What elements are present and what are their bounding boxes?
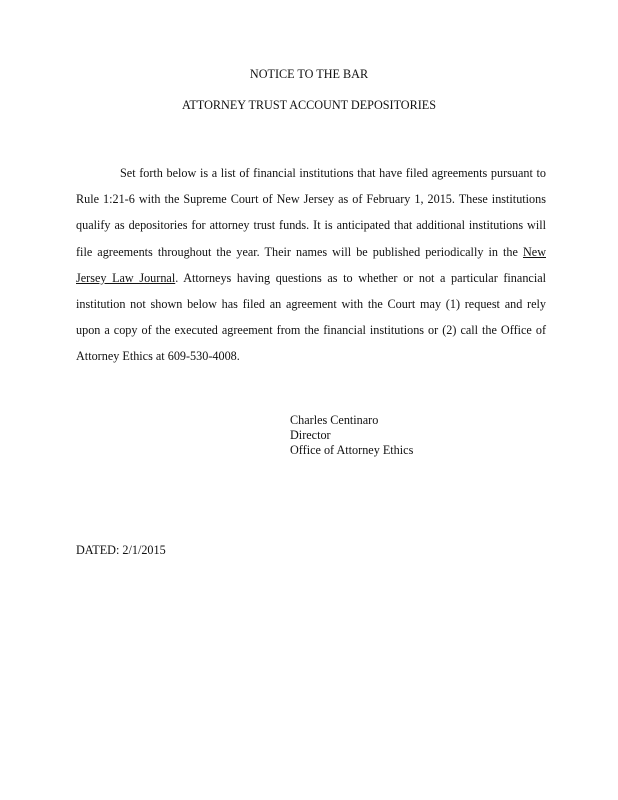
journal-name: New Jersey Law Journal	[76, 244, 546, 285]
body-paragraph	[76, 160, 546, 370]
signature-block	[290, 413, 413, 459]
signer-title: Director	[290, 428, 331, 443]
body-text-part-2: . Attorneys having questions as to whether or not a particular financial institution not shown below has filed an agreement with the Court may (1) request and rely upon a copy of the executed agreement from the financial institutions or (2) call the Office of Attorney Ethics at 609-530-4008.	[76, 270, 546, 364]
notice-subtitle: ATTORNEY TRUST ACCOUNT DEPOSITORIES	[181, 98, 437, 112]
signer-name: Charles Centinaro	[290, 413, 379, 427]
signer-office: Office of Attorney Ethics	[290, 443, 414, 458]
body-text-part-1: Set forth below is a list of financial institutions that have filed agreements pursuant to Rule 1:21-6 with the Supreme Court of New Jersey as of February 1, 2015. These institutions qualify as depositories for attorney trust funds. It is anticipated that additional institutions will file agreements throughout the year. Their names will be published periodically in the	[76, 166, 546, 259]
dated-line: DATED: 2/1/2015	[76, 543, 166, 557]
notice-title: NOTICE TO THE BAR	[249, 67, 369, 81]
